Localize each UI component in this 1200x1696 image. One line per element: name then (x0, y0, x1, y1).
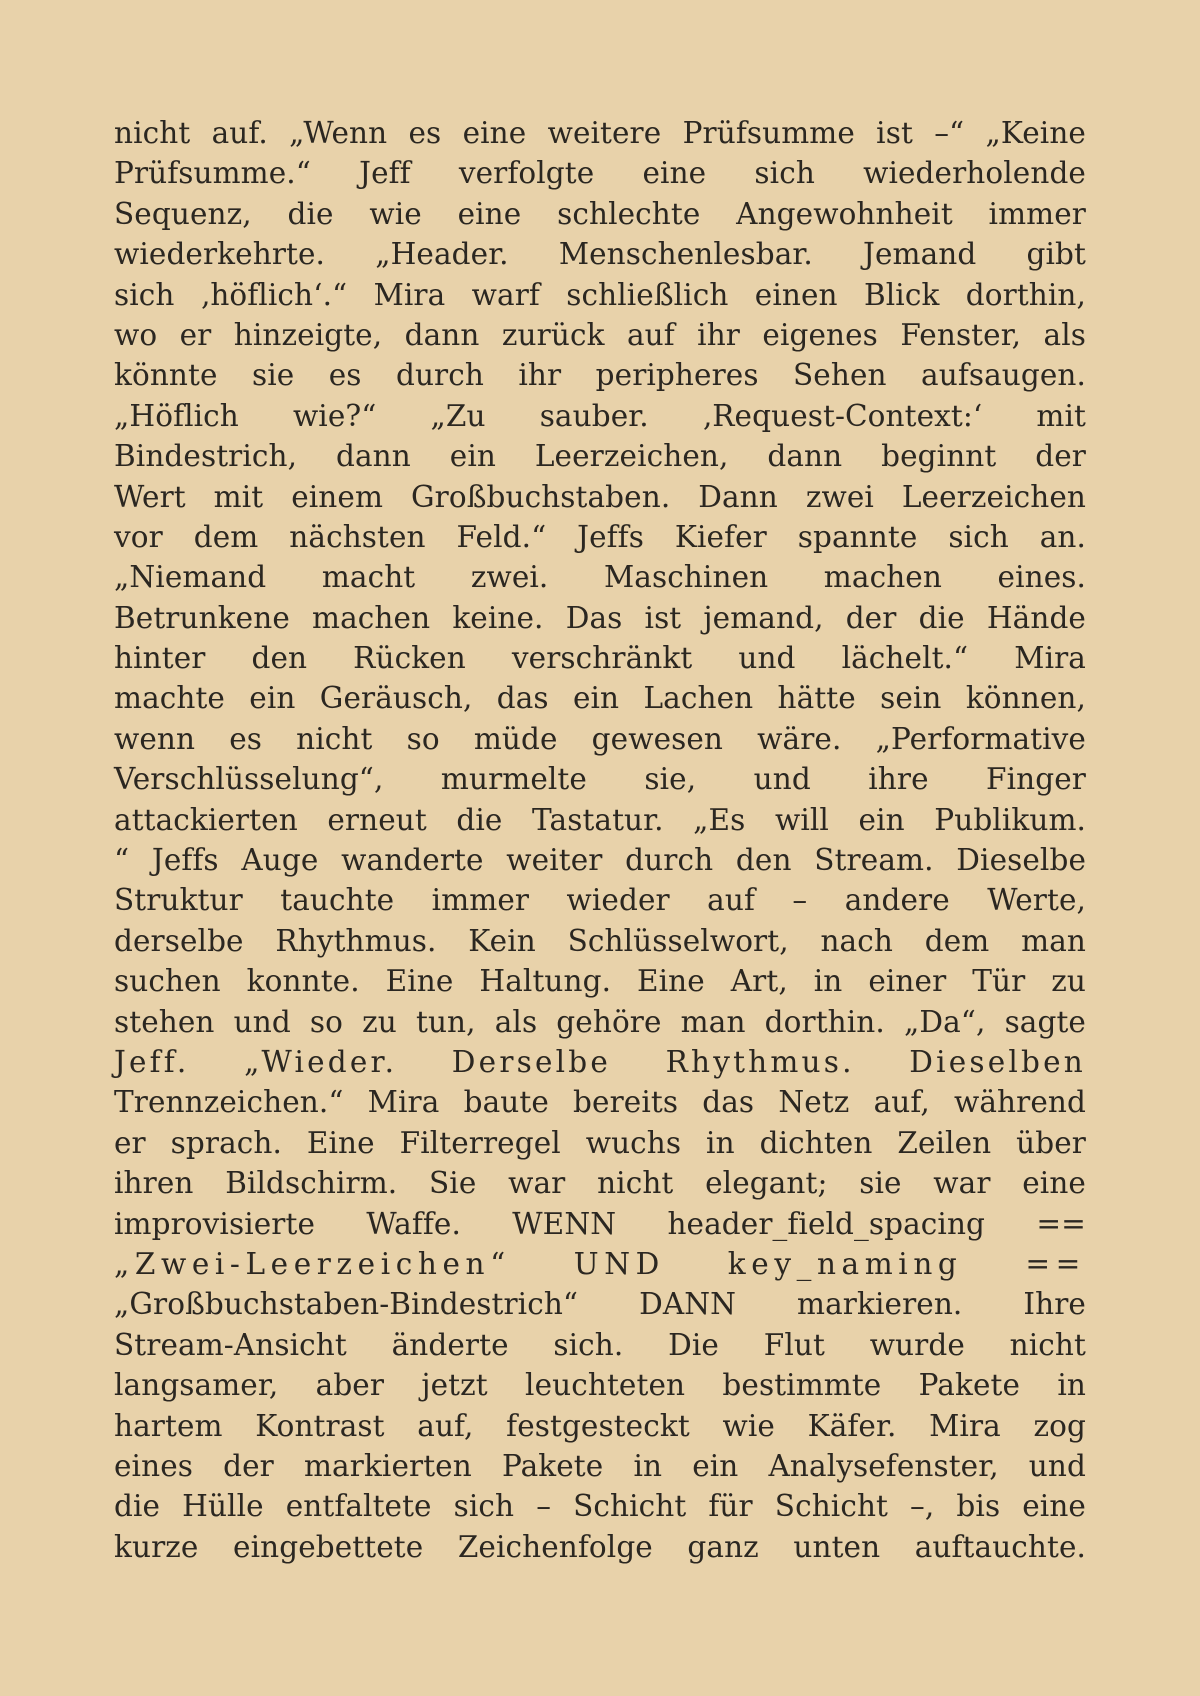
text-line-3: Sequenz, die wie eine schlechte Angewohnheit immer (114, 196, 1086, 231)
text-line-31: Stream-Ansicht änderte sich. Die Flut wurde nicht (114, 1327, 1086, 1362)
text-line-6: wo er hinzeigte, dann zurück auf ihr eigenes Fenster, als (114, 317, 1086, 352)
body-text (114, 113, 1086, 1567)
text-line-2: Prüfsumme.“ Jeff verfolgte eine sich wiederholende (114, 156, 1086, 191)
text-line-21: derselbe Rhythmus. Kein Schlüsselwort, nach dem man (114, 923, 1086, 958)
text-line-17: Verschlüsselung“, murmelte sie, und ihre Finger (114, 762, 1086, 797)
text-line-34: eines der markierten Pakete in ein Analysefenster, und (114, 1448, 1086, 1483)
text-line-18: attackierten erneut die Tastatur. „Es will ein Publikum. (114, 802, 1086, 837)
text-line-19: “ Jeffs Auge wanderte weiter durch den Stream. Dieselbe (114, 843, 1086, 878)
text-line-14: hinter den Rücken verschränkt und lächelt.“ Mira (114, 641, 1086, 676)
text-line-26: er sprach. Eine Filterregel wuchs in dichten Zeilen über (114, 1125, 1086, 1160)
text-line-29: „Zwei-Leerzeichen“ UND key_naming == (114, 1246, 1086, 1281)
text-line-35: die Hülle entfaltete sich – Schicht für Schicht –, bis eine (114, 1489, 1086, 1524)
text-line-24: Jeff. „Wieder. Derselbe Rhythmus. Dieselben (114, 1044, 1086, 1079)
text-line-28: improvisierte Waffe. WENN header_field_spacing == (114, 1206, 1086, 1241)
text-line-25: Trennzeichen.“ Mira baute bereits das Netz auf, während (114, 1085, 1086, 1120)
text-line-10: Wert mit einem Großbuchstaben. Dann zwei Leerzeichen (114, 479, 1086, 514)
text-line-15: machte ein Geräusch, das ein Lachen hätte sein können, (114, 681, 1086, 716)
text-line-20: Struktur tauchte immer wieder auf – andere Werte, (114, 883, 1086, 918)
text-line-27: ihren Bildschirm. Sie war nicht elegant; sie war eine (114, 1166, 1086, 1201)
text-line-23: stehen und so zu tun, als gehöre man dorthin. „Da“, sagte (114, 1004, 1086, 1039)
text-line-12: „Niemand macht zwei. Maschinen machen eines. (114, 560, 1086, 595)
text-line-8: „Höflich wie?“ „Zu sauber. ‚Request-Context:‘ mit (114, 398, 1086, 433)
text-line-5: sich ‚höflich‘.“ Mira warf schließlich einen Blick dorthin, (114, 277, 1086, 312)
text-line-13: Betrunkene machen keine. Das ist jemand, der die Hände (114, 600, 1086, 635)
text-line-16: wenn es nicht so müde gewesen wäre. „Performative (114, 721, 1086, 756)
text-line-9: Bindestrich, dann ein Leerzeichen, dann beginnt der (114, 439, 1086, 474)
text-line-7: könnte sie es durch ihr peripheres Sehen aufsaugen. (114, 358, 1086, 393)
text-line-4: wiederkehrte. „Header. Menschenlesbar. Jemand gibt (114, 237, 1086, 272)
text-line-32: langsamer, aber jetzt leuchteten bestimmte Pakete in (114, 1368, 1086, 1403)
text-line-11: vor dem nächsten Feld.“ Jeffs Kiefer spannte sich an. (114, 519, 1086, 554)
text-line-22: suchen konnte. Eine Haltung. Eine Art, in einer Tür zu (114, 964, 1086, 999)
text-line-36: kurze eingebettete Zeichenfolge ganz unten auftauchte. (114, 1529, 1086, 1564)
text-line-1: nicht auf. „Wenn es eine weitere Prüfsumme ist –“ „Keine (114, 116, 1086, 150)
text-line-30: „Großbuchstaben-Bindestrich“ DANN markieren. Ihre (114, 1287, 1086, 1322)
text-line-33: hartem Kontrast auf, festgesteckt wie Käfer. Mira zog (114, 1408, 1086, 1443)
